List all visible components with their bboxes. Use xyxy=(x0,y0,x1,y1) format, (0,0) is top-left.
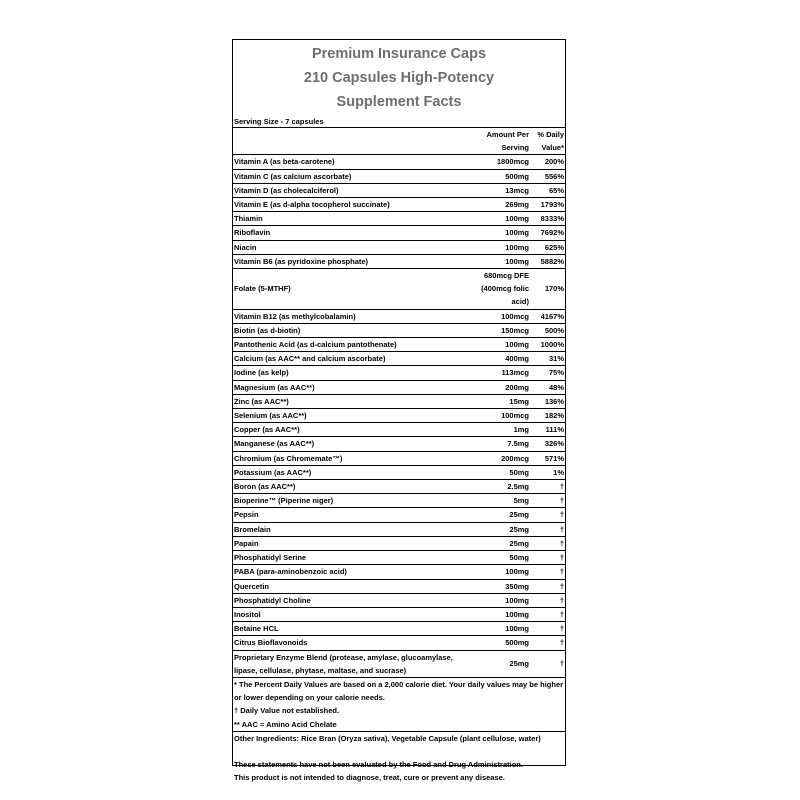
nutrient-row xyxy=(233,240,565,254)
nutrient-row xyxy=(233,183,565,197)
nutrient-name: Pantothenic Acid (as d-calcium pantothenate) xyxy=(233,338,478,352)
fda-disclaimer xyxy=(233,758,565,784)
nutrient-row xyxy=(233,198,565,212)
nutrient-daily-value: † xyxy=(533,607,565,621)
nutrient-row xyxy=(233,212,565,226)
nutrient-daily-value: † xyxy=(533,494,565,508)
nutrient-row xyxy=(233,593,565,607)
nutrient-daily-value: † xyxy=(533,480,565,494)
nutrient-name: Folate (5-MTHF) xyxy=(233,269,478,310)
nutrient-row xyxy=(233,579,565,593)
nutrient-row xyxy=(233,169,565,183)
dv-header-line1: % Daily xyxy=(537,130,564,139)
column-header-row xyxy=(233,128,565,155)
nutrient-name: Copper (as AAC**) xyxy=(233,423,478,437)
amount-column-header xyxy=(478,128,533,155)
nutrient-row xyxy=(233,269,565,310)
nutrient-daily-value: 31% xyxy=(533,352,565,366)
nutrient-row xyxy=(233,494,565,508)
disclaimer-line1: These statements have not been evaluated by the Food and Drug Administration. xyxy=(234,759,523,769)
nutrient-name: Vitamin B12 (as methylcobalamin) xyxy=(233,309,478,323)
nutrient-amount: 15mg xyxy=(478,394,533,408)
nutrient-amount: 50mg xyxy=(478,551,533,565)
nutrient-amount: 100mg xyxy=(478,622,533,636)
nutrient-daily-value: † xyxy=(533,522,565,536)
nutrient-name: Vitamin C (as calcium ascorbate) xyxy=(233,169,478,183)
nutrient-daily-value: 556% xyxy=(533,169,565,183)
nutrient-daily-value: 170% xyxy=(533,269,565,310)
nutrient-amount: 680mcg DFE (400mcg folic acid) xyxy=(478,269,533,310)
nutrient-name: Phosphatidyl Serine xyxy=(233,551,478,565)
nutrient-daily-value: † xyxy=(533,636,565,650)
nutrient-daily-value: † xyxy=(533,650,565,677)
nutrient-amount: 7.5mg xyxy=(478,437,533,451)
nutrient-amount: 500mg xyxy=(478,169,533,183)
nutrient-amount: 1800mcg xyxy=(478,155,533,169)
nutrient-amount: 1mg xyxy=(478,423,533,437)
nutrient-row xyxy=(233,423,565,437)
nutrient-name: Niacin xyxy=(233,240,478,254)
nutrient-row xyxy=(233,636,565,650)
nutrient-daily-value: 326% xyxy=(533,437,565,451)
nutrient-row xyxy=(233,409,565,423)
nutrient-amount: 100mg xyxy=(478,607,533,621)
nutrient-row xyxy=(233,565,565,579)
nutrient-amount: 13mcg xyxy=(478,183,533,197)
nutrient-amount: 100mg xyxy=(478,338,533,352)
nutrient-row xyxy=(233,607,565,621)
nutrient-row xyxy=(233,522,565,536)
nutrient-row xyxy=(233,480,565,494)
nutrient-row xyxy=(233,338,565,352)
nutrient-row xyxy=(233,155,565,169)
nutrient-name: Magnesium (as AAC**) xyxy=(233,380,478,394)
nutrient-name: Vitamin E (as d-alpha tocopherol succinate) xyxy=(233,198,478,212)
nutrient-name: Vitamin B6 (as pyridoxine phosphate) xyxy=(233,254,478,268)
nutrient-amount: 100mg xyxy=(478,565,533,579)
nutrient-daily-value: 48% xyxy=(533,380,565,394)
nutrient-daily-value: † xyxy=(533,579,565,593)
nutrient-amount: 2.5mg xyxy=(478,480,533,494)
nutrient-row xyxy=(233,366,565,380)
nutrient-daily-value: † xyxy=(533,593,565,607)
nutrient-name: Quercetin xyxy=(233,579,478,593)
nutrient-daily-value: † xyxy=(533,536,565,550)
nutrient-amount: 200mcg xyxy=(478,451,533,465)
nutrient-name: Pepsin xyxy=(233,508,478,522)
product-subtitle: 210 Capsules High-Potency xyxy=(303,70,495,86)
nutrient-name: Manganese (as AAC**) xyxy=(233,437,478,451)
nutrient-amount: 100mcg xyxy=(478,409,533,423)
nutrient-daily-value: 7692% xyxy=(533,226,565,240)
label-title: Supplement Facts xyxy=(336,94,462,110)
label-header xyxy=(233,40,565,114)
aac-footnote: ** AAC = Amino Acid Chelate xyxy=(234,719,337,729)
nutrient-row xyxy=(233,352,565,366)
nutrient-amount: 400mg xyxy=(478,352,533,366)
nutrient-name: Inositol xyxy=(233,607,478,621)
nutrient-amount: 25mg xyxy=(478,508,533,522)
nutrient-name: Phosphatidyl Choline xyxy=(233,593,478,607)
nutrient-row xyxy=(233,380,565,394)
nutrient-amount: 50mg xyxy=(478,465,533,479)
other-ingredients: Other Ingredients: Rice Bran (Oryza sativa), Vegetable Capsule (plant cellulose, water) xyxy=(234,733,541,743)
nutrient-amount: 100mg xyxy=(478,593,533,607)
nutrient-name: Potassium (as AAC**) xyxy=(233,465,478,479)
nutrient-row xyxy=(233,551,565,565)
nutrient-name: Chromium (as Chromemate™) xyxy=(233,451,478,465)
nutrient-daily-value: 1000% xyxy=(533,338,565,352)
nutrient-name: Biotin (as d-biotin) xyxy=(233,323,478,337)
nutrient-name: Zinc (as AAC**) xyxy=(233,394,478,408)
daily-value-footnote: * The Percent Daily Values are based on a 2,000 calorie diet. Your daily values may be higher or lower depending on your calorie needs. xyxy=(234,679,564,703)
nutrient-daily-value: 136% xyxy=(533,394,565,408)
nutrient-name: Bioperine™ (Piperine niger) xyxy=(233,494,478,508)
nutrient-daily-value: † xyxy=(533,551,565,565)
nutrient-amount: 100mg xyxy=(478,226,533,240)
amount-header-line2: Serving xyxy=(501,143,529,153)
nutrient-daily-value: 500% xyxy=(533,323,565,337)
disclaimer-line2: This product is not intended to diagnose, treat, cure or prevent any disease. xyxy=(234,773,505,783)
nutrient-name: Proprietary Enzyme Blend (protease, amylase, glucoamylase, lipase, cellulase, phytase, maltase, and sucrase) xyxy=(233,650,478,677)
nutrient-name: Vitamin A (as beta-carotene) xyxy=(233,155,478,169)
nutrient-daily-value: 1793% xyxy=(533,198,565,212)
dv-header-line2: Value* xyxy=(541,143,564,153)
nutrient-daily-value: 75% xyxy=(533,366,565,380)
nutrient-row xyxy=(233,323,565,337)
amount-header-line1: Amount Per xyxy=(486,130,529,139)
column-header-spacer xyxy=(233,128,478,155)
nutrient-amount: 150mcg xyxy=(478,323,533,337)
nutrient-daily-value: 571% xyxy=(533,451,565,465)
nutrient-amount: 100mg xyxy=(478,254,533,268)
nutrient-daily-value: 111% xyxy=(533,423,565,437)
nutrient-daily-value: † xyxy=(533,508,565,522)
nutrient-name: Betaine HCL xyxy=(233,622,478,636)
nutrient-name: Citrus Bioflavonoids xyxy=(233,636,478,650)
nutrient-amount: 200mg xyxy=(478,380,533,394)
nutrient-daily-value: 1% xyxy=(533,465,565,479)
nutrient-amount: 500mg xyxy=(478,636,533,650)
nutrient-name: Calcium (as AAC** and calcium ascorbate) xyxy=(233,352,478,366)
nutrient-name: Iodine (as kelp) xyxy=(233,366,478,380)
footnotes xyxy=(233,678,565,732)
nutrient-name: Riboflavin xyxy=(233,226,478,240)
nutrient-name: Selenium (as AAC**) xyxy=(233,409,478,423)
nutrient-row xyxy=(233,508,565,522)
nutrient-name: Thiamin xyxy=(233,212,478,226)
nutrient-name: Bromelain xyxy=(233,522,478,536)
nutrient-row xyxy=(233,254,565,268)
nutrient-row xyxy=(233,394,565,408)
nutrient-daily-value: 625% xyxy=(533,240,565,254)
daily-value-column-header xyxy=(533,128,565,155)
nutrient-daily-value: † xyxy=(533,622,565,636)
dagger-footnote: † Daily Value not established. xyxy=(234,706,340,716)
nutrient-name: Vitamin D (as cholecalciferol) xyxy=(233,183,478,197)
nutrient-row xyxy=(233,650,565,677)
nutrient-row xyxy=(233,437,565,451)
nutrient-amount: 25mg xyxy=(478,650,533,677)
nutrient-name: Papain xyxy=(233,536,478,550)
nutrient-amount: 100mg xyxy=(478,212,533,226)
nutrient-amount: 269mg xyxy=(478,198,533,212)
nutrient-row xyxy=(233,465,565,479)
nutrient-amount: 350mg xyxy=(478,579,533,593)
nutrient-amount: 100mg xyxy=(478,240,533,254)
nutrient-row xyxy=(233,536,565,550)
nutrient-name: PABA (para-aminobenzoic acid) xyxy=(233,565,478,579)
nutrient-daily-value: 8333% xyxy=(533,212,565,226)
nutrient-row xyxy=(233,309,565,323)
nutrient-daily-value: 65% xyxy=(533,183,565,197)
serving-size: Serving Size - 7 capsules xyxy=(233,116,565,128)
nutrient-amount: 113mcg xyxy=(478,366,533,380)
nutrient-name: Boron (as AAC**) xyxy=(233,480,478,494)
supplement-facts-label xyxy=(232,39,566,783)
nutrient-daily-value: 5882% xyxy=(533,254,565,268)
nutrient-daily-value: † xyxy=(533,565,565,579)
nutrient-daily-value: 200% xyxy=(533,155,565,169)
nutrient-amount: 100mcg xyxy=(478,309,533,323)
nutrient-daily-value: 182% xyxy=(533,409,565,423)
nutrient-row xyxy=(233,226,565,240)
nutrient-row xyxy=(233,622,565,636)
nutrient-amount: 25mg xyxy=(478,522,533,536)
nutrient-amount: 5mg xyxy=(478,494,533,508)
product-name: Premium Insurance Caps xyxy=(311,46,487,62)
nutrient-table xyxy=(233,128,565,678)
nutrient-daily-value: 4167% xyxy=(533,309,565,323)
nutrient-amount: 25mg xyxy=(478,536,533,550)
nutrient-row xyxy=(233,451,565,465)
